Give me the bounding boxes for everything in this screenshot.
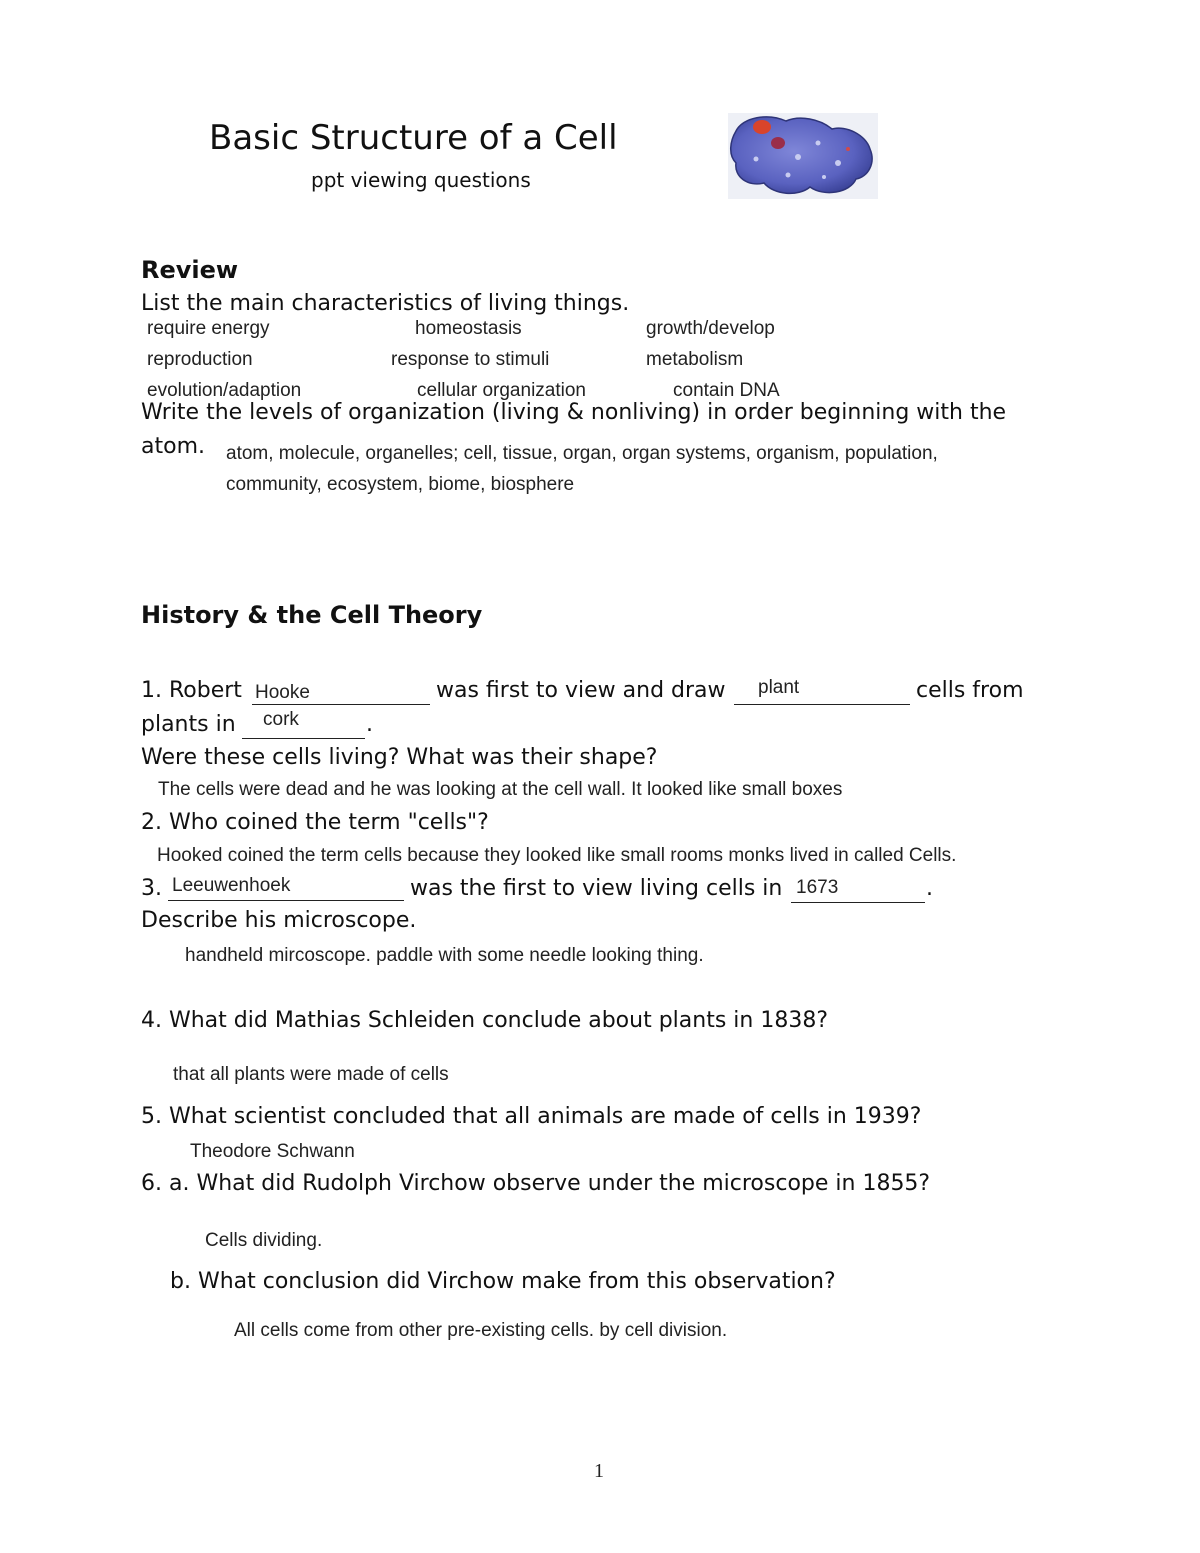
answer-1-name: Hooke <box>255 682 310 703</box>
question-3b: Describe his microscope. <box>141 908 417 933</box>
answer-1-source: cork <box>263 709 299 730</box>
cell-illustration <box>728 113 878 199</box>
question-characteristics: List the main characteristics of living things. <box>141 291 630 316</box>
answer-characteristic: require energy <box>147 318 270 339</box>
question-1-period: . <box>366 712 373 737</box>
question-3-period: . <box>926 876 933 901</box>
question-6b: b. What conclusion did Virchow make from this observation? <box>170 1269 836 1294</box>
question-1-text: was first to view and draw <box>436 678 726 703</box>
question-2: 2. Who coined the term "cells"? <box>141 810 489 835</box>
answer-3-year: 1673 <box>796 877 839 898</box>
answer-6a: Cells dividing. <box>205 1230 323 1251</box>
answer-characteristic: metabolism <box>646 349 744 370</box>
cell-illustration-graphic <box>728 113 878 199</box>
answer-4: that all plants were made of cells <box>173 1064 449 1085</box>
blank-line <box>252 704 430 705</box>
answer-5: Theodore Schwann <box>190 1141 355 1162</box>
question-levels-continued: atom. <box>141 434 205 459</box>
answer-6b: All cells come from other pre-existing cells. by cell division. <box>234 1320 728 1341</box>
page-subtitle: ppt viewing questions <box>311 168 531 192</box>
question-5: 5. What scientist concluded that all animals are made of cells in 1939? <box>141 1104 922 1129</box>
answer-characteristic: contain DNA <box>673 380 780 401</box>
answer-characteristic: reproduction <box>147 349 253 370</box>
question-1-text: cells from <box>916 678 1024 703</box>
answer-3-name: Leeuwenhoek <box>172 875 291 896</box>
question-3: 3. <box>141 876 162 901</box>
page-number: 1 <box>594 1460 604 1482</box>
question-1: 1. Robert <box>141 678 242 703</box>
blank-line <box>734 704 910 705</box>
answer-2: Hooked coined the term cells because they looked like small rooms monks lived in called Cells. <box>157 845 957 866</box>
answer-levels-continued: community, ecosystem, biome, biosphere <box>226 474 575 495</box>
question-4: 4. What did Mathias Schleiden conclude about plants in 1838? <box>141 1008 829 1033</box>
answer-levels: atom, molecule, organelles; cell, tissue, organ, organ systems, organism, population, <box>226 443 938 464</box>
question-6a: 6. a. What did Rudolph Virchow observe under the microscope in 1855? <box>141 1171 931 1196</box>
question-levels: Write the levels of organization (living & nonliving) in order beginning with the <box>141 400 1007 425</box>
history-heading: History & the Cell Theory <box>141 601 483 629</box>
answer-1-type: plant <box>758 677 800 698</box>
answer-characteristic: response to stimuli <box>391 349 550 370</box>
answer-characteristic: cellular organization <box>417 380 586 401</box>
answer-3b: handheld mircoscope. paddle with some needle looking thing. <box>185 945 704 966</box>
review-heading: Review <box>141 256 239 284</box>
question-1-text: plants in <box>141 712 236 737</box>
blank-line <box>791 902 925 903</box>
question-1b: Were these cells living? What was their shape? <box>141 745 658 770</box>
answer-1b: The cells were dead and he was looking at the cell wall. It looked like small boxes <box>158 779 843 800</box>
page-title: Basic Structure of a Cell <box>209 118 618 158</box>
blank-line <box>168 900 404 901</box>
answer-characteristic: evolution/adaption <box>147 380 302 401</box>
answer-characteristic: homeostasis <box>415 318 522 339</box>
question-3-text: was the first to view living cells in <box>410 876 783 901</box>
answer-characteristic: growth/develop <box>646 318 775 339</box>
blank-line <box>242 738 365 739</box>
